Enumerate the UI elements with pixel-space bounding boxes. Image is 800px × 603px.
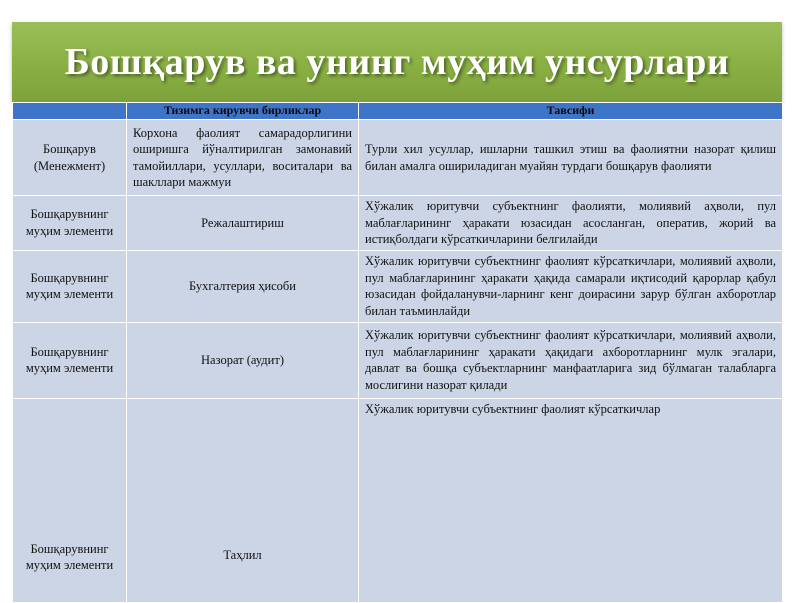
table-header-row [13, 103, 783, 120]
row-category: Бошқарув (Менежмент) [13, 120, 127, 196]
row-category: Бошқарувнинг муҳим элементи [13, 322, 127, 398]
table-row [13, 398, 783, 602]
header-empty [13, 103, 127, 120]
row-element: Режалаштириш [127, 196, 359, 251]
row-description: Хўжалик юритувчи субъектнинг фаолияти, молиявий аҳволи, пул маблағларининг ҳаракати юзасидан асосланган, оператив, жорий ва истиқболдаги кўрсаткичларини белгилайди [359, 196, 783, 251]
header-description: Тавсифи [359, 103, 783, 120]
table-row [13, 120, 783, 196]
header-units: Тизимга кирувчи бирликлар [127, 103, 359, 120]
slide-title: Бошқарув ва унинг муҳим унсурлари [64, 41, 730, 83]
row-element: Корхона фаолият самарадорлигини оширишга йўналтирилган замонавий тамойиллари, усуллари, воситалари ва шакллари мажмуи [127, 120, 359, 196]
row-description: Турли хил усуллар, ишларни ташкил этиш ва фаолиятни назорат қилиш билан амалга ошириладиган муайян турдаги бошқарув фаолияти [359, 120, 783, 196]
row-element: Назорат (аудит) [127, 322, 359, 398]
table-row [13, 196, 783, 251]
row-description: Хўжалик юритувчи субъектнинг фаолият кўрсаткичлар [359, 398, 783, 602]
row-category: Бошқарувнинг муҳим элементи [13, 250, 127, 322]
title-banner [12, 22, 782, 102]
row-description: Хўжалик юритувчи субъектнинг фаолият кўрсаткичлари, молиявий аҳволи, пул маблағларининг ҳаракати ҳақида самарали иқтисодий қарорлар қабул юзасидан фойдаланувчи-ларнинг кенг доирасини зарур бўлган ахборотлар билан таъминлайди [359, 250, 783, 322]
row-element: Бухгалтерия ҳисоби [127, 250, 359, 322]
row-category: Бошқарувнинг муҳим элементи [13, 196, 127, 251]
table-row [13, 322, 783, 398]
row-element: Таҳлил [127, 398, 359, 602]
row-description: Хўжалик юритувчи субъектнинг фаолият кўрсаткичлари, молиявий аҳволи, пул маблағларининг ҳаракати ҳақидаги ахборотларнинг мулк эгалари, давлат ва бошқа субъектларнинг манфаатларига зид бўлмаган талабларга мослигини назорат қилади [359, 322, 783, 398]
elements-table [12, 102, 783, 603]
row-category: Бошқарувнинг муҳим элементи [13, 398, 127, 602]
table-row [13, 250, 783, 322]
